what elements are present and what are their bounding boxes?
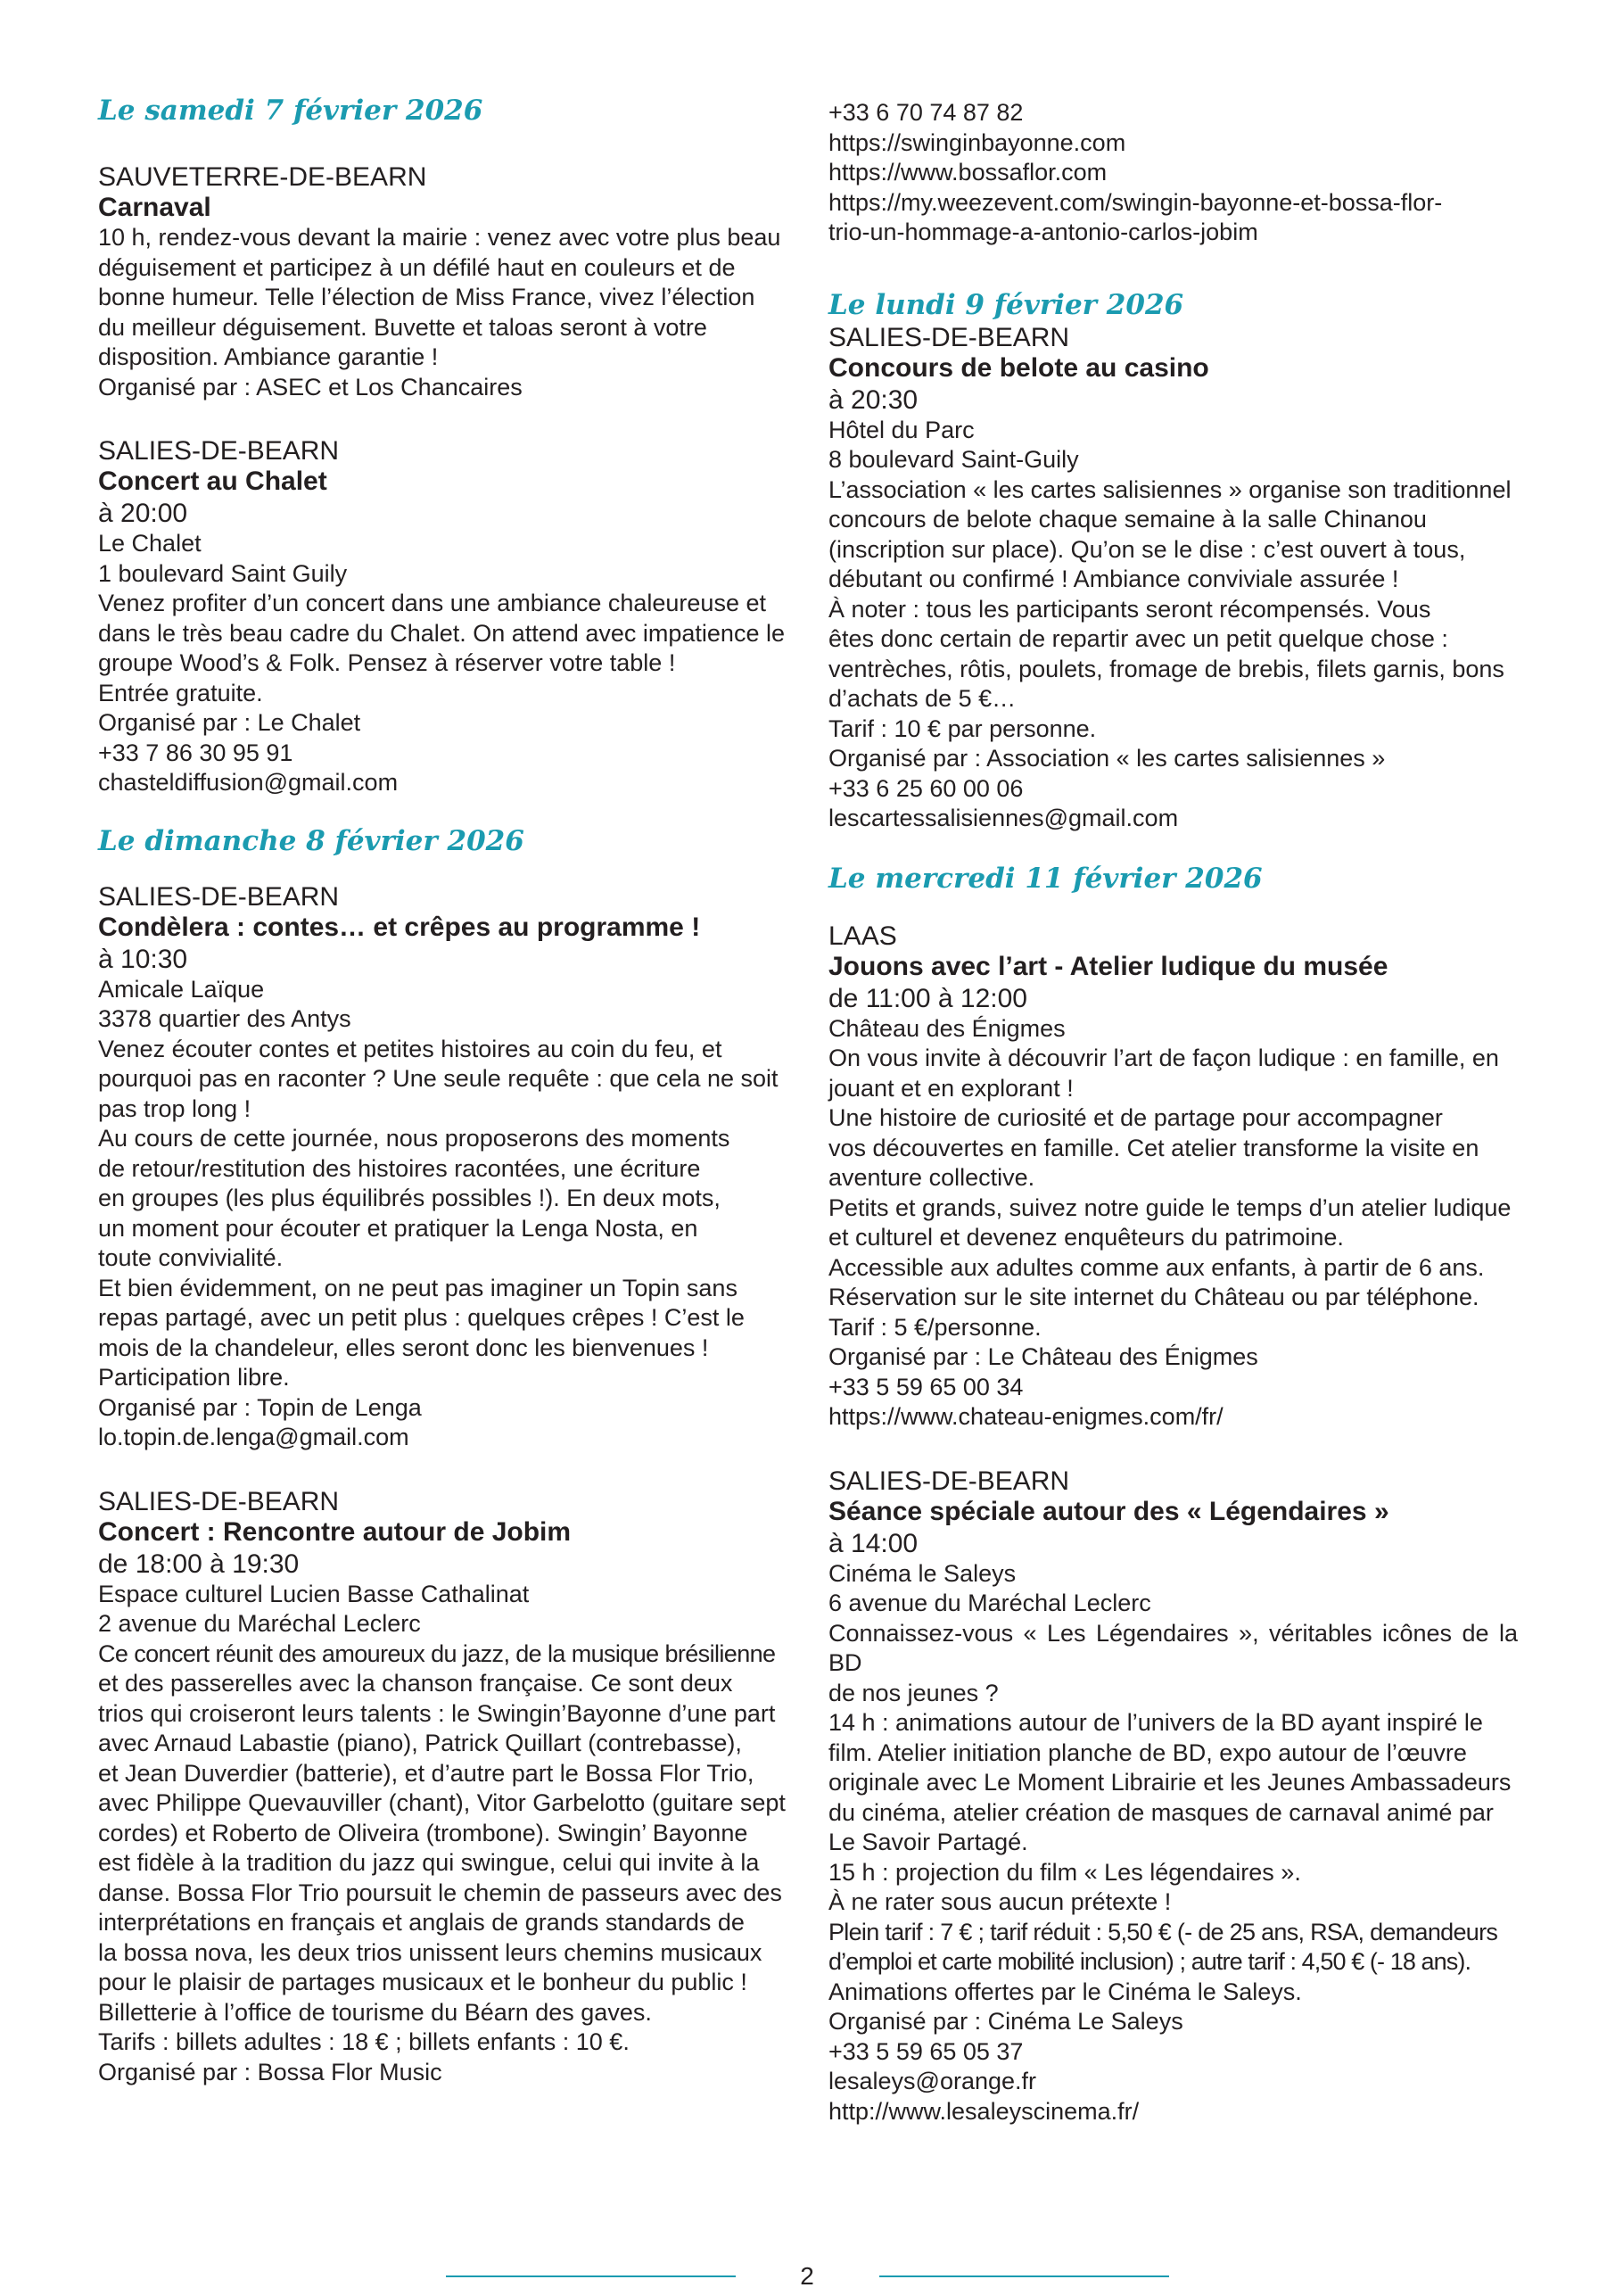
right-column — [828, 98, 1518, 2127]
event-line: et Jean Duverdier (batterie), et d’autre part le Bossa Flor Trio, — [98, 1759, 754, 1787]
event-line: danse. Bossa Flor Trio poursuit le chemin de passeurs avec des — [98, 1879, 782, 1906]
event-line: avec Philippe Quevauviller (chant), Vitor Garbelotto (guitare sept — [98, 1789, 786, 1816]
event-line: Billetterie à l’office de tourisme du Béarn des gaves. — [98, 1998, 652, 2026]
event-line: 15 h : projection du film « Les légendaires ». — [828, 1858, 1301, 1886]
event-line: lo.topin.de.lenga@gmail.com — [98, 1424, 409, 1450]
event-title: Condèlera : contes… et crêpes au programme ! — [98, 912, 701, 942]
event-time: à 20:30 — [828, 384, 919, 415]
event-line: À noter : tous les participants seront récompensés. Vous — [828, 595, 1431, 623]
event-line: Petits et grands, suivez notre guide le temps d’un atelier ludique — [828, 1193, 1512, 1221]
event-line: avec Arnaud Labastie (piano), Patrick Quillart (contrebasse), — [98, 1730, 742, 1756]
event-block — [828, 323, 1518, 834]
event-line: pour le plaisir de partages musicaux et le bonheur du public ! — [98, 1969, 747, 1995]
event-line: Tarifs : billets adultes : 18 € ; billets enfants : 10 €. — [98, 2028, 630, 2055]
event-line: 6 avenue du Maréchal Leclerc — [828, 1590, 1151, 1616]
event-line: Au cours de cette journée, nous proposerons des moments — [98, 1125, 730, 1152]
event-line: Participation libre. — [98, 1364, 290, 1391]
event-line: dans le très beau cadre du Chalet. On attend avec impatience le — [98, 619, 785, 647]
event-time: à 10:30 — [98, 944, 188, 974]
event-line: Accessible aux adultes comme aux enfants, à partir de 6 ans. — [828, 1253, 1485, 1281]
event-line: et culturel et devenez enquêteurs du patrimoine. — [828, 1224, 1344, 1251]
event-title: Concert au Chalet — [98, 467, 327, 496]
event-title: Carnaval — [98, 193, 211, 222]
date-heading: Le lundi 9 février 2026 — [828, 288, 1184, 321]
day-section — [828, 287, 1518, 834]
event-line: du meilleur déguisement. Buvette et taloas seront à votre — [98, 313, 707, 341]
event-line: du cinéma, atelier création de masques de carnaval animé par — [828, 1798, 1494, 1826]
event-title: Concert : Rencontre autour de Jobim — [98, 1516, 572, 1547]
day-section — [98, 823, 787, 2088]
event-line: Animations offertes par le Cinéma le Saleys. — [828, 1978, 1302, 2005]
left-column — [98, 93, 787, 2087]
event-line: +33 7 86 30 95 91 — [98, 739, 293, 766]
event-town: LAAS — [828, 921, 897, 951]
page-number: 2 — [800, 2262, 814, 2290]
event-line: On vous invite à découvrir l’art de façon ludique : en famille, en — [828, 1045, 1499, 1071]
event-line: (inscription sur place). Qu’on se le dise : c’est ouvert à tous, — [828, 535, 1466, 563]
event-line: la bossa nova, les deux trios unissent leurs chemins musicaux — [98, 1938, 762, 1966]
event-line: À ne rater sous aucun prétexte ! — [828, 1888, 1172, 1915]
event-line: Connaissez-vous « Les Légendaires », véritables icônes de la BD — [828, 1619, 1518, 1676]
day-section — [828, 861, 1518, 2127]
event-line[interactable]: http://www.lesaleyscinema.fr/ — [828, 2097, 1140, 2125]
event-line: d’emploi et carte mobilité inclusion) ; autre tarif : 4,50 € (- 18 ans). — [828, 1948, 1471, 1975]
event-title: Séance spéciale autour des « Légendaires » — [828, 1496, 1389, 1526]
event-town: SALIES-DE-BEARN — [98, 1486, 340, 1516]
event-line: mois de la chandeleur, elles seront donc les bienvenues ! — [98, 1334, 709, 1361]
event-line: concours de belote chaque semaine à la salle Chinanou — [828, 506, 1427, 533]
event-line: chasteldiffusion@gmail.com — [98, 769, 399, 796]
event-block — [828, 921, 1518, 1433]
event-line: Venez profiter d’un concert dans une ambiance chaleureuse et — [98, 590, 766, 616]
day-section — [98, 93, 787, 798]
event-description — [828, 1014, 1518, 1433]
event-description — [98, 529, 787, 798]
event-title: Concours de belote au casino — [828, 352, 1209, 383]
event-block — [98, 436, 787, 798]
event-line: Le Savoir Partagé. — [828, 1829, 1028, 1855]
event-line: Organisé par : Bossa Flor Music — [98, 2058, 442, 2085]
event-line: Tarif : 10 € par personne. — [828, 714, 1097, 742]
event-line: Et bien évidemment, on ne peut pas imaginer un Topin sans — [98, 1274, 737, 1301]
contact-link[interactable]: https://www.bossaflor.com — [828, 159, 1108, 186]
footer-rule-left — [446, 2275, 736, 2277]
event-description — [828, 1559, 1518, 2127]
event-line: originale avec Le Moment Librairie et les Jeunes Ambassadeurs — [828, 1769, 1512, 1796]
event-line: un moment pour écouter et pratiquer la Lenga Nosta, en — [98, 1214, 698, 1242]
event-line: 14 h : animations autour de l’univers de la BD ayant inspiré le — [828, 1709, 1483, 1736]
event-line: Ce concert réunit des amoureux du jazz, de la musique brésilienne — [98, 1639, 776, 1667]
event-line: Organisé par : ASEC et Los Chancaires — [98, 373, 523, 401]
event-title: Jouons avec l’art - Atelier ludique du musée — [828, 951, 1388, 981]
event-line: Organisé par : Le Château des Énigmes — [828, 1343, 1258, 1370]
event-line: de nos jeunes ? — [828, 1679, 999, 1706]
event-line: 10 h, rendez-vous devant la mairie : venez avec votre plus beau — [98, 224, 781, 251]
event-line: bonne humeur. Telle l’élection de Miss France, vivez l’élection — [98, 284, 755, 310]
event-line: lescartessalisiennes@gmail.com — [828, 805, 1179, 831]
event-line: 1 boulevard Saint Guily — [98, 559, 348, 587]
event-line: de retour/restitution des histoires racontées, une écriture — [98, 1154, 701, 1182]
contact-link[interactable]: https://swinginbayonne.com — [828, 128, 1126, 156]
event-line: Entrée gratuite. — [98, 679, 263, 706]
event-line: Plein tarif : 7 € ; tarif réduit : 5,50 € (- de 25 ans, RSA, demandeurs — [828, 1918, 1498, 1945]
event-town: SAUVETERRE-DE-BEARN — [98, 162, 427, 192]
date-heading: Le dimanche 8 février 2026 — [98, 824, 524, 857]
event-line: Tarif : 5 €/personne. — [828, 1313, 1042, 1341]
event-line: lesaleys@orange.fr — [828, 2068, 1037, 2094]
event-time: de 11:00 à 12:00 — [828, 983, 1027, 1013]
event-line: Organisé par : Association « les cartes salisiennes » — [828, 745, 1386, 772]
event-line: +33 5 59 65 00 34 — [828, 1373, 1024, 1400]
continued-contact-block — [828, 98, 1518, 248]
date-heading: Le samedi 7 février 2026 — [98, 95, 483, 127]
event-line: Organisé par : Cinéma Le Saleys — [828, 2008, 1183, 2035]
event-line: Cinéma le Saleys — [828, 1559, 1017, 1587]
event-line: déguisement et participez à un défilé haut en couleurs et de — [98, 253, 736, 281]
contact-phone: +33 6 70 74 87 82 — [828, 99, 1024, 126]
event-line[interactable]: https://www.chateau-enigmes.com/fr/ — [828, 1403, 1224, 1430]
event-line: groupe Wood’s & Folk. Pensez à réserver votre table ! — [98, 649, 676, 676]
event-town: SALIES-DE-BEARN — [98, 436, 340, 466]
event-line: disposition. Ambiance garantie ! — [98, 343, 439, 370]
event-line: pourquoi pas en raconter ? Une seule requête : que cela ne soit — [98, 1065, 779, 1092]
event-line: pas trop long ! — [98, 1094, 251, 1122]
event-line: Amicale Laïque — [98, 975, 265, 1003]
event-line: Château des Énigmes — [828, 1014, 1066, 1042]
event-line: êtes donc certain de repartir avec un petit quelque chose : — [828, 625, 1448, 652]
event-block — [98, 1487, 787, 2088]
event-line: ventrèches, rôtis, poulets, fromage de brebis, filets garnis, bons — [828, 655, 1504, 682]
event-line: 8 boulevard Saint-Guily — [828, 446, 1079, 473]
event-description — [98, 975, 787, 1453]
date-heading: Le mercredi 11 février 2026 — [828, 862, 1263, 895]
event-line: trios qui croiseront leurs talents : le Swingin’Bayonne d’une part — [98, 1699, 776, 1727]
event-line: Une histoire de curiosité et de partage pour accompagner — [828, 1104, 1443, 1131]
event-line: L’association « les cartes salisiennes » organise son traditionnel — [828, 475, 1512, 503]
event-line: et des passerelles avec la chanson française. Ce sont deux — [98, 1670, 733, 1697]
event-line: film. Atelier initiation planche de BD, expo autour de l’œuvre — [828, 1739, 1467, 1766]
event-time: à 14:00 — [828, 1528, 919, 1558]
event-line: Le Chalet — [98, 530, 202, 557]
page-footer — [0, 2260, 1615, 2296]
event-town: SALIES-DE-BEARN — [828, 322, 1070, 352]
event-line: +33 6 25 60 00 06 — [828, 774, 1024, 802]
event-description — [98, 1580, 787, 2088]
footer-rule-right — [879, 2275, 1169, 2277]
event-block — [98, 882, 787, 1453]
event-description — [98, 223, 787, 402]
event-line: repas partagé, avec un petit plus : quelques crêpes ! C’est le — [98, 1304, 745, 1331]
event-line: d’achats de 5 €… — [828, 685, 1017, 712]
event-line: jouant et en explorant ! — [828, 1074, 1074, 1102]
event-time: de 18:00 à 19:30 — [98, 1549, 300, 1579]
event-line: aventure collective. — [828, 1164, 1035, 1191]
event-line: Organisé par : Topin de Lenga — [98, 1393, 422, 1421]
event-town: SALIES-DE-BEARN — [98, 881, 340, 912]
event-line: vos découvertes en famille. Cet atelier transforme la visite en — [828, 1134, 1479, 1161]
event-line: +33 5 59 65 05 37 — [828, 2037, 1024, 2065]
event-block — [828, 1466, 1518, 2127]
event-town: SALIES-DE-BEARN — [828, 1466, 1070, 1496]
event-description — [828, 416, 1518, 834]
event-line: Hôtel du Parc — [828, 416, 975, 443]
event-block — [98, 162, 787, 402]
event-line: Venez écouter contes et petites histoires au coin du feu, et — [98, 1035, 722, 1062]
event-line: cordes) et Roberto de Oliveira (trombone). Swingin’ Bayonne — [98, 1819, 748, 1846]
event-line: débutant ou confirmé ! Ambiance conviviale assurée ! — [828, 566, 1399, 592]
event-line: 2 avenue du Maréchal Leclerc — [98, 1610, 421, 1637]
event-line: 3378 quartier des Antys — [98, 1005, 351, 1032]
event-line: Réservation sur le site internet du Château ou par téléphone. — [828, 1284, 1479, 1310]
event-line: interprétations en français et anglais de grands standards de — [98, 1909, 745, 1936]
event-time: à 20:00 — [98, 499, 188, 528]
event-line: Organisé par : Le Chalet — [98, 709, 361, 736]
event-line: toute convivialité. — [98, 1244, 284, 1271]
event-line: Espace culturel Lucien Basse Cathalinat — [98, 1580, 530, 1607]
contact-link[interactable]: trio-un-hommage-a-antonio-carlos-jobim — [828, 219, 1258, 245]
contact-link[interactable]: https://my.weezevent.com/swingin-bayonne-et-bossa-flor- — [828, 188, 1443, 216]
event-line: est fidèle à la tradition du jazz qui swingue, celui qui invite à la — [98, 1849, 760, 1876]
event-line: en groupes (les plus équilibrés possibles !). En deux mots, — [98, 1185, 721, 1211]
